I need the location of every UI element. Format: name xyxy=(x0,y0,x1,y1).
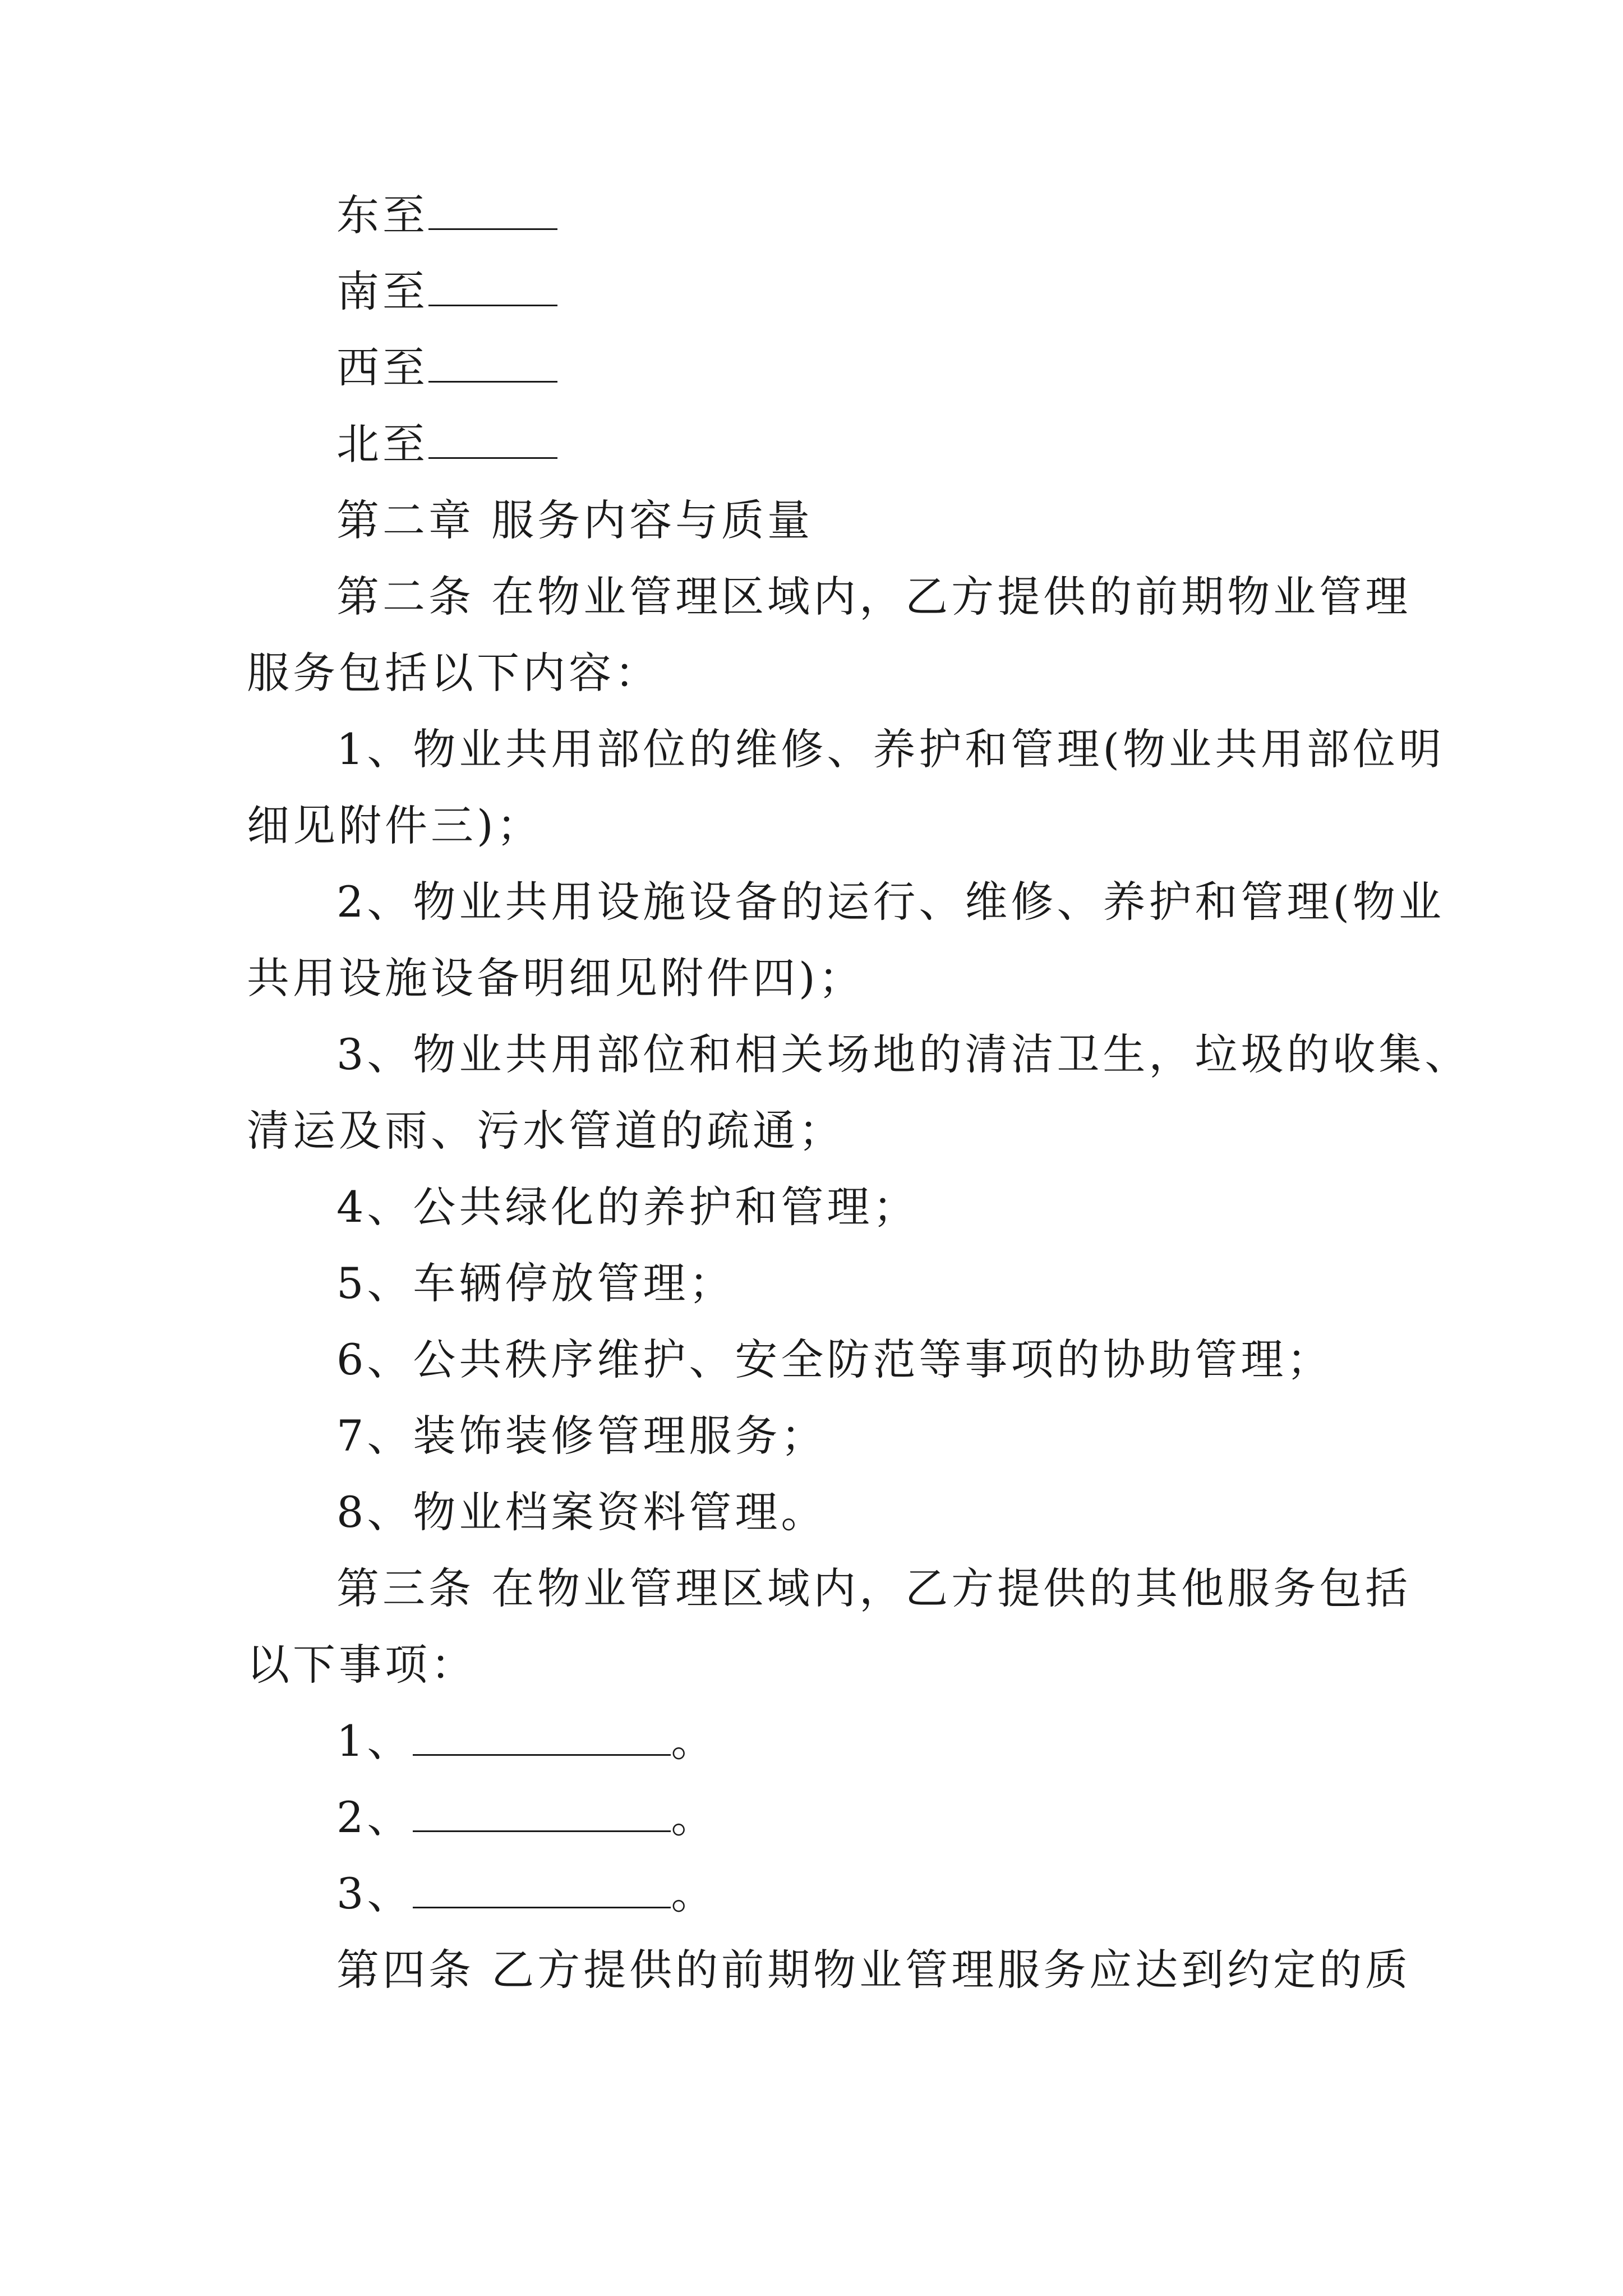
article-2-item-4: 4、公共绿化的养护和管理； xyxy=(336,1182,919,1232)
boundary-south xyxy=(247,254,1391,330)
boundary-south-label: 南至 xyxy=(336,266,428,316)
boundary-west-blank xyxy=(428,347,557,383)
article-2-item-1-line-1: 1、物业共用部位的维修、养护和管理(物业共用部位明 xyxy=(336,724,1445,774)
article-2-item-2-line-1: 2、物业共用设施设备的运行、维修、养护和管理(物业 xyxy=(336,877,1445,927)
article-3-item-1-blank xyxy=(413,1720,671,1756)
article-2-item-7: 7、装饰装修管理服务； xyxy=(336,1411,827,1461)
article-3-item-2-prefix: 2、 xyxy=(336,1792,413,1842)
article-3-line-1: 第三条 在物业管理区域内，乙方提供的其他服务包括 xyxy=(336,1563,1412,1613)
article-2-item-3-line-2: 清运及雨、污水管道的疏通； xyxy=(247,1106,845,1156)
article-3-item-3-prefix: 3、 xyxy=(336,1869,413,1918)
article-2-item-1-line-2: 细见附件三)； xyxy=(247,800,543,850)
article-3-item-3-suffix: 。 xyxy=(671,1869,717,1918)
article-2-line-1: 第二条 在物业管理区域内，乙方提供的前期物业管理 xyxy=(336,572,1412,622)
boundary-east-label: 东至 xyxy=(336,190,428,240)
boundary-west-label: 西至 xyxy=(336,343,428,393)
article-2-line-2: 服务包括以下内容： xyxy=(247,648,661,698)
boundary-north-label: 北至 xyxy=(336,419,428,469)
boundary-north xyxy=(247,406,1391,482)
article-2-item-6: 6、公共秩序维护、安全防范等事项的协助管理； xyxy=(336,1335,1333,1384)
chapter-2-heading: 第二章 服务内容与质量 xyxy=(336,495,814,545)
article-3-item-3 xyxy=(247,1856,1391,1932)
article-3-item-2-suffix: 。 xyxy=(671,1792,717,1842)
boundary-north-blank xyxy=(428,424,557,459)
article-3-item-1-prefix: 1、 xyxy=(336,1716,413,1766)
contract-text xyxy=(247,177,1471,2008)
article-3-line-2: 以下事项： xyxy=(247,1640,477,1690)
article-2-item-3-line-1: 3、物业共用部位和相关场地的清洁卫生，垃圾的收集、 xyxy=(336,1029,1471,1079)
article-3-item-2-blank xyxy=(413,1797,671,1832)
article-4-line-1: 第四条 乙方提供的前期物业管理服务应达到约定的质 xyxy=(336,1945,1412,1995)
article-3-item-1-suffix: 。 xyxy=(671,1716,717,1766)
article-3-item-3-blank xyxy=(413,1873,671,1908)
article-3-item-1 xyxy=(247,1703,1391,1779)
article-2-item-5: 5、车辆停放管理； xyxy=(336,1258,735,1308)
boundary-west xyxy=(247,330,1391,406)
article-3-item-2 xyxy=(247,1779,1391,1856)
boundary-south-blank xyxy=(428,271,557,306)
article-2-item-2-line-2: 共用设施设备明细见附件四)； xyxy=(247,953,865,1003)
boundary-east xyxy=(247,177,1391,254)
article-2-item-8: 8、物业档案资料管理。 xyxy=(336,1487,827,1537)
boundary-east-blank xyxy=(428,195,557,230)
